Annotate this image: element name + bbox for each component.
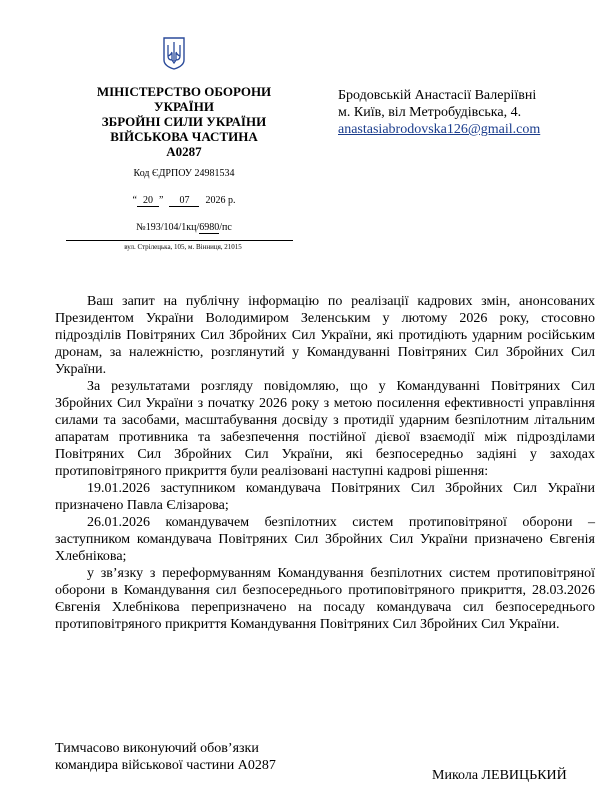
signatory-name: Микола ЛЕВИЦЬКИЙ [432, 768, 567, 783]
body-paragraph-2: За результатами розгляду повідомляю, що у Командуванні Повітряних Сил Збройних Сил України з початку 2026 року з метою посилення ефективності управління силами та засобами, масштабування досвіду з протидії ударним безпілотним літальним апаратам противника та забезпечення постійної дієвої взаємодії між підрозділами Повітряних Сил Збройних Сил України, які безпосередньо задіяні у заходах протиповітряного прикриття були реалізовані наступні кадрові рішення: [55, 379, 595, 479]
org-line-5: А0287 [166, 144, 202, 159]
header-divider [66, 240, 293, 241]
organization-header [70, 84, 298, 159]
unit-address: вул. Стрілецька, 105, м. Вінниця, 21015 [124, 243, 242, 251]
org-line-4: ВІЙСЬКОВА ЧАСТИНА [110, 129, 258, 144]
org-line-3: ЗБРОЙНІ СИЛИ УКРАЇНИ [101, 114, 267, 129]
body-paragraph-1: Ваш запит на публічну інформацію по реалізації кадрових змін, анонсованих Президентом України Володимиром Зеленським у лютому 2026 року, стосовно підрозділів Повітряних Сил Збройних Сил України, які протидіють ударним російським дронам, за належністю, розглянутий у Командуванні Повітряних Сил Збройних Сил України. [55, 294, 595, 377]
body-paragraph-5: у зв’язку з переформуванням Командування безпілотних систем протиповітряної оборони в Командування сил безпосереднього протиповітряного прикриття, 28.03.2026 Євгенія Хлебнікова перепризначено на посаду командувача сил безпосереднього протиповітряного прикриття Командування Повітряних Сил Збройних Сил України. [55, 566, 595, 632]
signatory-position-line-1: Тимчасово виконуючий обов’язки [55, 741, 259, 756]
letter-body [55, 293, 595, 633]
recipient-address: м. Київ, віл Метробудівська, 4. [338, 105, 522, 120]
signatory-position [55, 740, 276, 774]
signatory-position-line-2: командира військової частини А0287 [55, 758, 276, 773]
registration-number [70, 222, 298, 233]
trident-coat-of-arms-icon [163, 37, 185, 70]
document-date: “ 20 ” 07 2026 р. [132, 195, 236, 206]
reg-number-underlined: 6980 [199, 222, 220, 233]
body-paragraph-4: 26.01.2026 командувачем безпілотних систем протиповітряної оборони – заступником командувача Повітряних Сил Збройних Сил України призначено Євгенія Хлебнікова; [55, 515, 595, 564]
org-line-1: МІНІСТЕРСТВО ОБОРОНИ [96, 84, 272, 99]
recipient-email-link[interactable]: anastasiabrodovska126@gmail.com [338, 122, 541, 137]
org-line-2: УКРАЇНИ [154, 99, 214, 114]
date-month: 07 [169, 195, 199, 207]
date-day: 20 [137, 195, 159, 207]
edrpou-code: Код ЄДРПОУ 24981534 [133, 168, 235, 179]
body-paragraph-3: 19.01.2026 заступником командувача Повітряних Сил Збройних Сил України призначено Павла Єлізарова; [55, 481, 595, 513]
reg-number-suffix: /пс [219, 222, 232, 233]
recipient-block [338, 87, 540, 138]
reg-number-prefix: №193/104/1кц/ [136, 222, 200, 233]
recipient-name: Бродовській Анастасії Валеріївні [338, 88, 537, 103]
date-year: 2026 р. [205, 195, 236, 206]
